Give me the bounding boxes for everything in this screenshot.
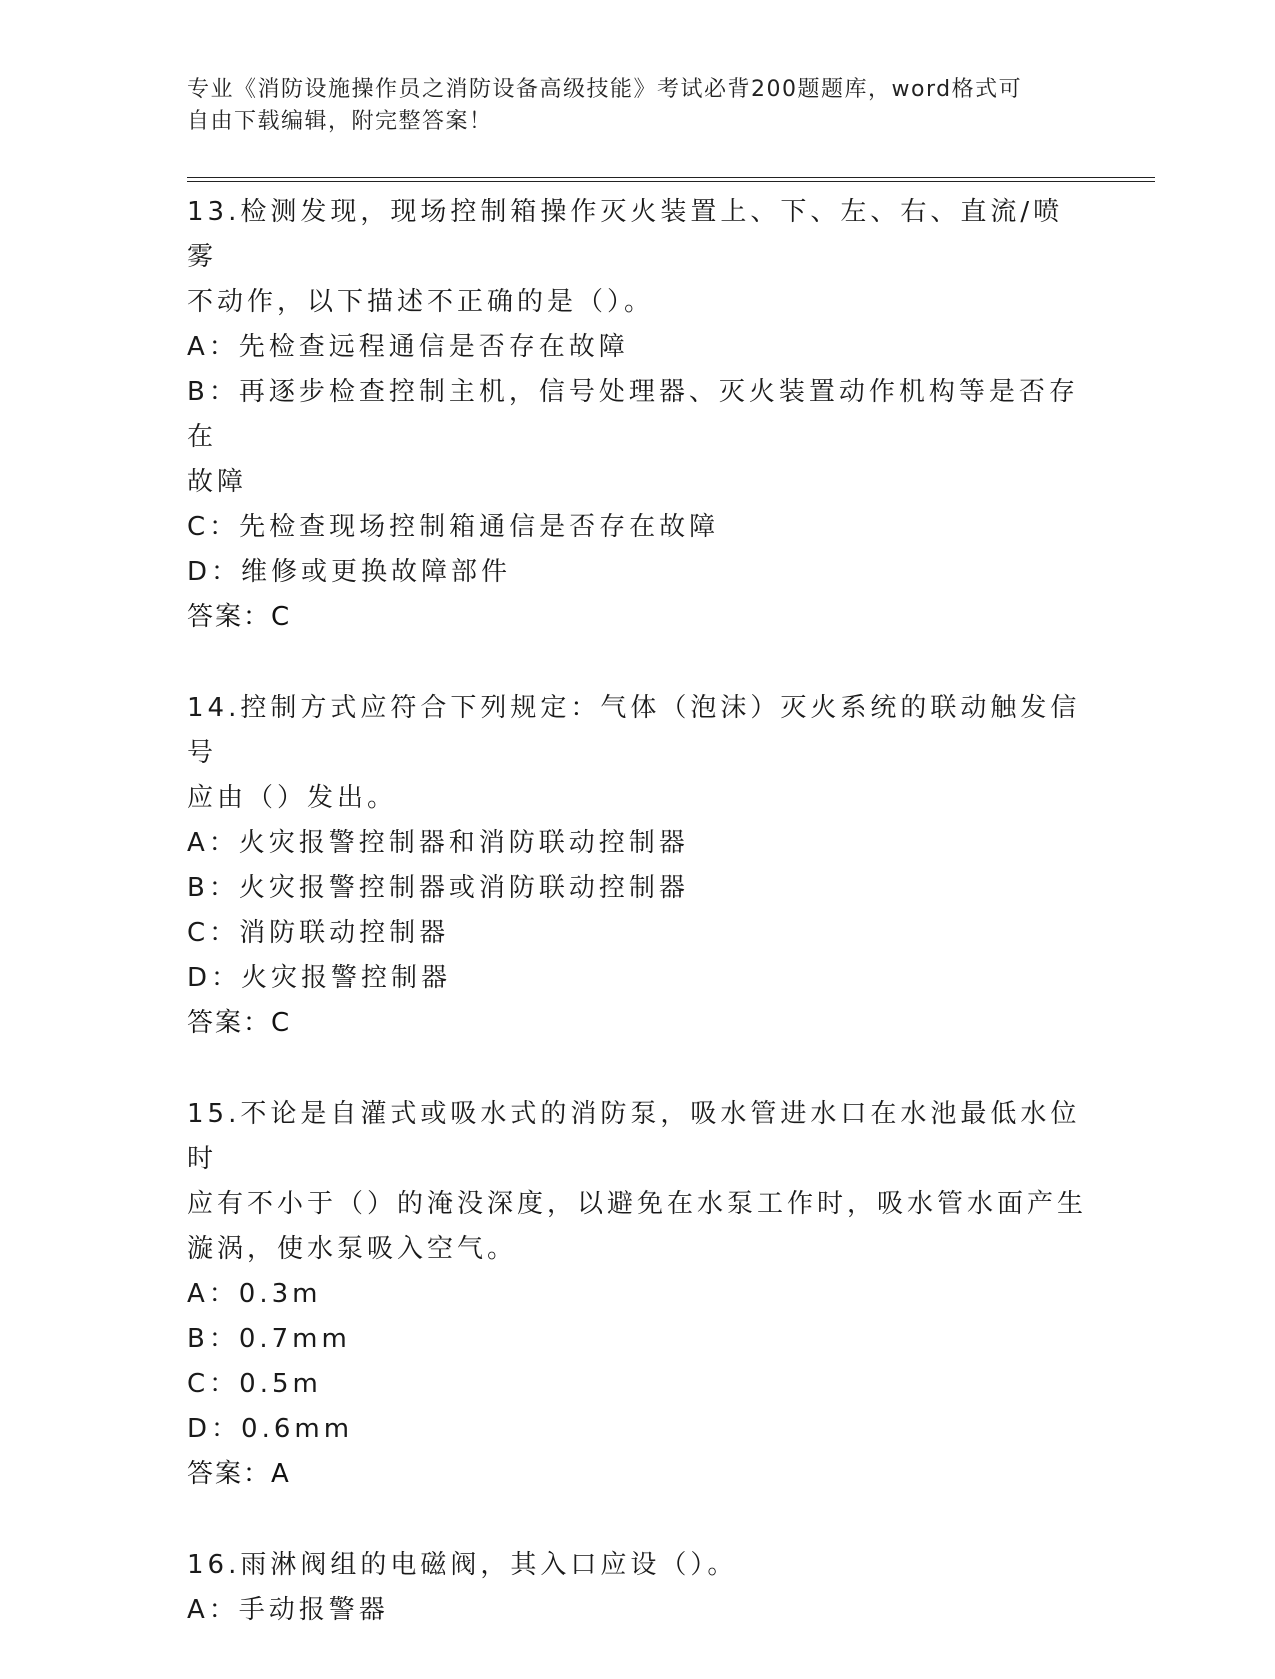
option-line: C：先检查现场控制箱通信是否存在故障: [187, 512, 720, 542]
option-a: [187, 1272, 1087, 1317]
question-stem-line: 应由（）发出。: [187, 783, 398, 813]
option-b: [187, 370, 1087, 505]
question-stem-line: 14.控制方式应符合下列规定：气体（泡沫）灭火系统的联动触发信号: [187, 693, 1081, 768]
option-a: [187, 1588, 1087, 1633]
question-stem: [187, 190, 1087, 325]
option-line: A：0.3m: [187, 1279, 322, 1309]
answer-text: 答案：C: [187, 602, 292, 632]
option-line: C：0.5m: [187, 1369, 322, 1399]
option-line: A：火灾报警控制器和消防联动控制器: [187, 828, 689, 858]
question-stem-line: 16.雨淋阀组的电磁阀，其入口应设（）。: [187, 1550, 738, 1580]
question-stem-line: 不动作，以下描述不正确的是（）。: [187, 287, 655, 317]
question-16: [187, 1543, 1087, 1633]
header-divider: [187, 177, 1155, 182]
question-stem-line: 应有不小于（）的淹没深度，以避免在水泵工作时，吸水管水面产生: [187, 1189, 1088, 1219]
option-d: [187, 550, 1087, 595]
option-c: [187, 505, 1087, 550]
option-d: [187, 956, 1087, 1001]
document-header: [187, 74, 1087, 138]
option-b: [187, 1317, 1087, 1362]
question-list: [187, 190, 1087, 1679]
question-stem-line: 15.不论是自灌式或吸水式的消防泵，吸水管进水口在水池最低水位时: [187, 1099, 1081, 1174]
option-line: B：0.7mm: [187, 1324, 351, 1354]
option-line: D：维修或更换故障部件: [187, 557, 512, 587]
option-line: C：消防联动控制器: [187, 918, 450, 948]
question-15: [187, 1092, 1087, 1497]
question-stem-line: 13.检测发现，现场控制箱操作灭火装置上、下、左、右、直流/喷雾: [187, 197, 1064, 272]
option-c: [187, 911, 1087, 956]
option-c: [187, 1362, 1087, 1407]
option-line: A：手动报警器: [187, 1595, 389, 1625]
header-line-2: 自由下载编辑，附完整答案！: [187, 109, 493, 134]
question-stem: [187, 1092, 1087, 1272]
option-line: 故障: [187, 467, 248, 497]
question-13: [187, 190, 1087, 640]
option-line: B：再逐步检查控制主机，信号处理器、灭火装置动作机构等是否存在: [187, 377, 1079, 452]
option-line: A：先检查远程通信是否存在故障: [187, 332, 629, 362]
header-line-1: 专业《消防设施操作员之消防设备高级技能》考试必背200题题库，word格式可: [187, 77, 1023, 102]
option-b: [187, 866, 1087, 911]
option-line: D：0.6mm: [187, 1414, 354, 1444]
option-d: [187, 1407, 1087, 1452]
answer-text: 答案：C: [187, 1008, 292, 1038]
option-line: D：火灾报警控制器: [187, 963, 452, 993]
question-stem: [187, 1543, 1087, 1588]
option-a: [187, 821, 1087, 866]
question-stem: [187, 686, 1087, 821]
question-14: [187, 686, 1087, 1046]
question-stem-line: 漩涡，使水泵吸入空气。: [187, 1234, 518, 1264]
answer-text: 答案：A: [187, 1459, 291, 1489]
option-a: [187, 325, 1087, 370]
option-line: B：火灾报警控制器或消防联动控制器: [187, 873, 689, 903]
